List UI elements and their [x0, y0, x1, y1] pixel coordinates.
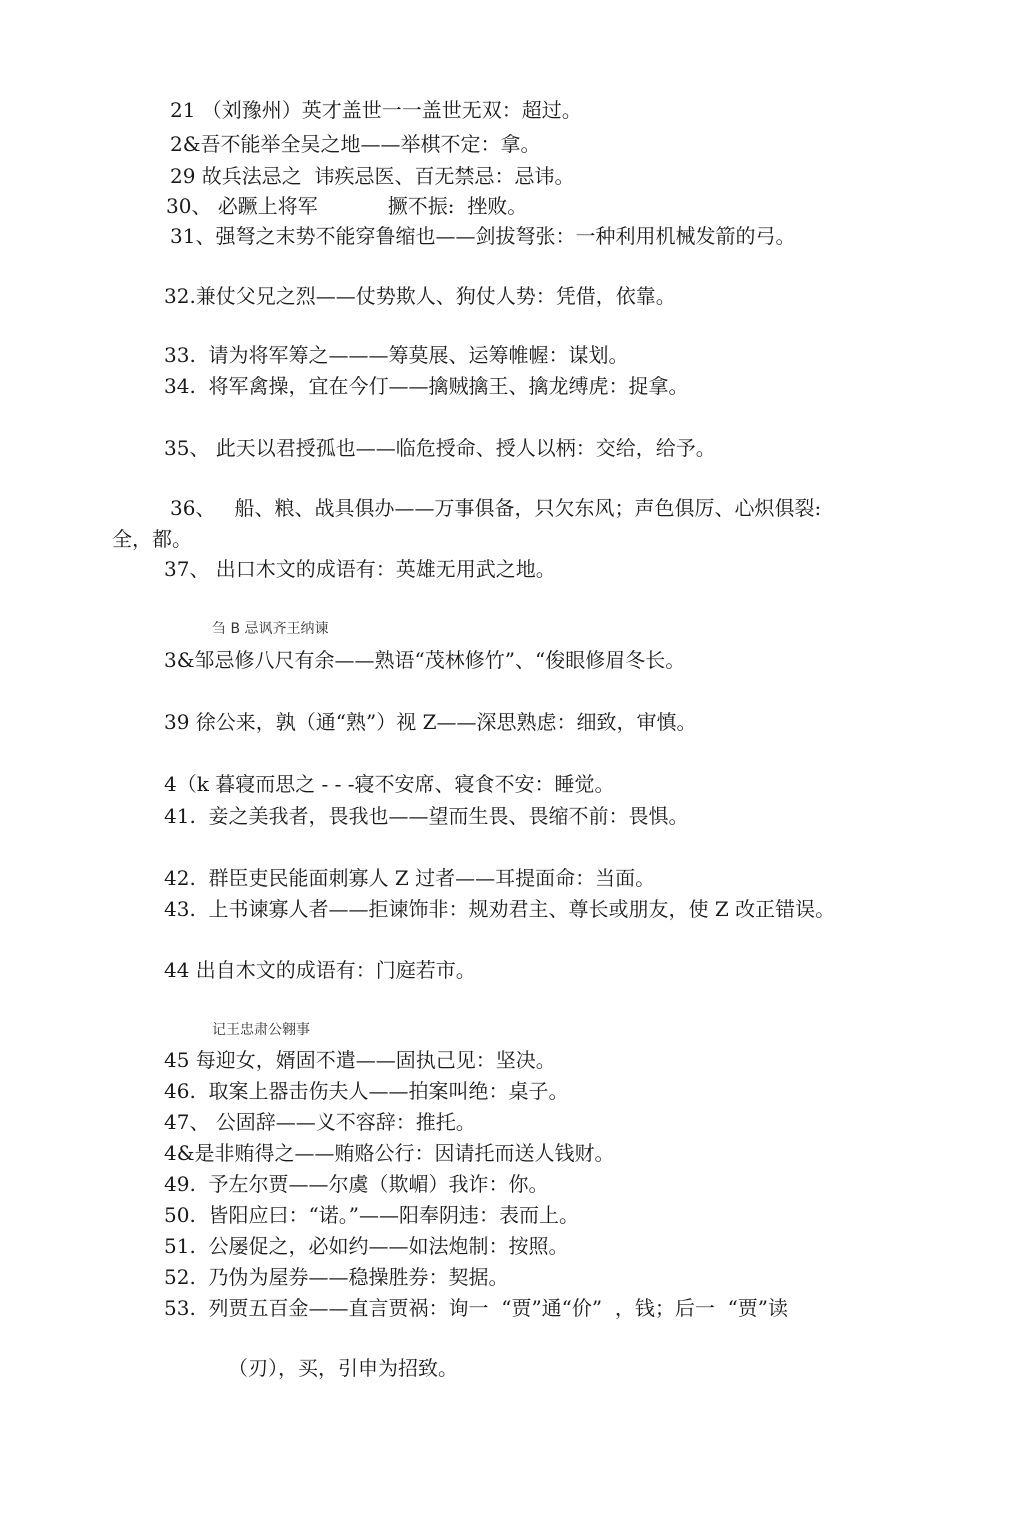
text-line-41: 41. 妾之美我者，畏我也——望而生畏、畏缩不前：畏惧。 — [164, 804, 689, 828]
section-title-wangzhongsu: 记王忠肃公翱事 — [212, 1022, 310, 1038]
text-line-29: 29 故兵法忌之 讳疾忌医、百无禁忌：忌讳。 — [170, 164, 575, 188]
text-line-39: 39 徐公来，孰（通“熟”）视 Z——深思熟虑：细致，审慎。 — [164, 710, 697, 734]
text-line-42: 42. 群臣吏民能面刺寡人 Z 过者——耳提面命：当面。 — [164, 866, 656, 890]
text-line-51: 51. 公屡促之，必如约——如法炮制：按照。 — [164, 1234, 569, 1258]
text-line-45: 45 每迎女，婿固不遣——固执己见：坚决。 — [164, 1048, 556, 1072]
text-line-35: 35、 此天以君授孤也——临危授命、授人以柄：交给，给予。 — [164, 436, 716, 460]
text-line-30: 30、 必蹶上将军 撅不振: 挫败。 — [166, 194, 528, 218]
text-line-48: 4&是非贿得之——贿赂公行：因请托而送人钱财。 — [164, 1141, 615, 1165]
text-line-36-cont: 全，都。 — [112, 527, 192, 551]
text-line-37: 37、 出口木文的成语有：英雄无用武之地。 — [164, 557, 556, 581]
text-line-33: 33. 请为将军筹之———筹莫展、运筹帷幄：谋划。 — [164, 343, 629, 367]
text-line-52: 52. 乃伪为屋券——稳操胜券：契据。 — [164, 1265, 509, 1289]
text-line-53-cont: （刃），买，引申为招致。 — [228, 1356, 458, 1380]
section-title-zouji: 刍 B 忌讽齐王纳谏 — [212, 621, 329, 637]
text-line-36: 36、 船、粮、战具俱办——万事俱备，只欠东风；声色俱厉、心炽俱裂: — [170, 496, 822, 520]
text-line-32: 32.兼仗父兄之烈——仗势欺人、狗仗人势：凭借，依靠。 — [164, 284, 676, 308]
text-line-28: 2&吾不能举全吴之地——举棋不定：拿。 — [170, 132, 541, 156]
text-line-34: 34. 将军禽操，宜在今仃——擒贼擒王、擒龙缚虎：捉拿。 — [164, 374, 689, 398]
text-line-44: 44 出自木文的成语有：门庭若市。 — [164, 958, 476, 982]
text-line-38: 3&邹忌修八尺有余——熟语“茂林修竹”、“俊眼修眉冬长。 — [164, 648, 686, 672]
text-line-46: 46. 取案上器击伤夫人——拍案叫绝：桌子。 — [164, 1079, 569, 1103]
text-line-49: 49. 予左尔贾——尔虞（欺嵋）我诈：你。 — [164, 1172, 549, 1196]
text-line-43: 43. 上书谏寡人者——拒谏饰非：规劝君主、尊长或朋友，使 Z 改正错误。 — [164, 897, 836, 921]
text-line-40: 4（k 暮寝而思之 - - -寝不安席、寝食不安：睡觉。 — [164, 772, 615, 796]
text-line-50: 50. 皆阳应曰：“诺。”——阳奉阴违：表而上。 — [164, 1203, 579, 1227]
text-line-21: 21 （刘豫州）英才盖世一一盖世无双：超过。 — [170, 98, 582, 122]
text-line-53: 53. 列贾五百金——直言贾祸：询一 “贾”通“价” ，钱；后一 “贾”读 — [164, 1296, 789, 1320]
text-line-47: 47、 公固辞——义不容辞：推托。 — [164, 1110, 476, 1134]
text-line-31: 31、强弩之末势不能穿鲁缩也——剑拔弩张：一种利用机械发箭的弓。 — [170, 224, 796, 248]
